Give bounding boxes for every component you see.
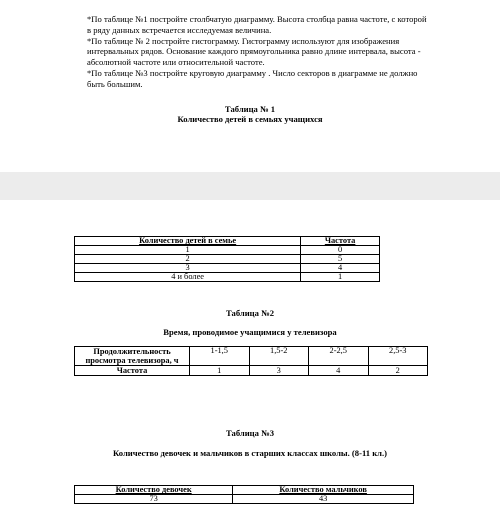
table-row — [75, 347, 428, 366]
table2-freq-label: Частота — [75, 366, 190, 376]
table1-cell: 4 и более — [75, 273, 301, 282]
instructions — [87, 14, 427, 90]
table2-freq: 1 — [190, 366, 250, 376]
table3 — [74, 485, 414, 504]
instruction-3: *По таблице №3 постройте круговую диаграмму . Число секторов в диаграмме не должно быть большим. — [87, 67, 418, 89]
table2-interval: 1,5-2 — [249, 347, 309, 366]
table1-cell: 5 — [301, 255, 380, 264]
table1-cell: 2 — [75, 255, 301, 264]
table2-interval: 1-1,5 — [190, 347, 250, 366]
table1-cell: 0 — [301, 246, 380, 255]
table3-title: Таблица №3 — [226, 428, 274, 438]
table-row — [75, 273, 380, 282]
table1-subtitle: Количество детей в семьях учащихся — [177, 114, 323, 124]
page-2 — [14, 200, 486, 509]
table2 — [74, 346, 428, 376]
table1-cell: 3 — [75, 264, 301, 273]
table1-header-children: Количество детей в семье — [75, 237, 301, 246]
table-row — [75, 255, 380, 264]
table2-title: Таблица №2 — [226, 308, 274, 318]
table1-cell: 1 — [301, 273, 380, 282]
table1-cell: 4 — [301, 264, 380, 273]
table1-title: Таблица № 1 — [224, 104, 276, 114]
page-gap — [0, 172, 500, 200]
instruction-1: *По таблице №1 постройте столбчатую диаграмму. Высота столбца равна частоте, с которой в ряду данных встречается исследуемая величина. — [87, 14, 427, 35]
table3-subtitle: Количество девочек и мальчиков в старших классах школы. (8-11 кл.) — [112, 448, 388, 458]
table2-interval: 2-2,5 — [309, 347, 369, 366]
table-row — [75, 264, 380, 273]
table1 — [74, 236, 380, 282]
page-1 — [14, 0, 486, 172]
table-row — [75, 495, 414, 504]
table3-header-girls: Количество девочек — [75, 486, 233, 495]
table2-interval: 2,5-3 — [368, 347, 428, 366]
table-row — [75, 366, 428, 376]
table3-boys-value: 43 — [233, 495, 414, 504]
table1-cell: 1 — [75, 246, 301, 255]
table2-freq: 4 — [309, 366, 369, 376]
table2-subtitle: Время, проводимое учащимися у телевизора — [163, 327, 337, 337]
instruction-2: *По таблице № 2 постройте гистограмму. Гистограмму используют для изображения интервальных рядов. Основание каждого прямоугольника равно длине интервала, высота - абсолютной частоте или относительной частоте. — [87, 35, 421, 68]
table1-header-frequency: Частота — [301, 237, 380, 246]
table3-header-boys: Количество мальчиков — [233, 486, 414, 495]
table2-row-header: Продолжительность просмотра телевизора, ч — [75, 347, 190, 366]
table2-freq: 2 — [368, 366, 428, 376]
table3-girls-value: 73 — [75, 495, 233, 504]
table-row — [75, 246, 380, 255]
table2-freq: 3 — [249, 366, 309, 376]
